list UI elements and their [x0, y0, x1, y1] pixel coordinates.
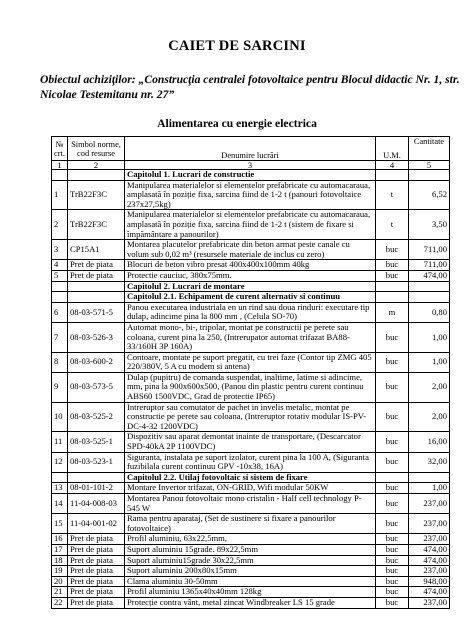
unit-of-measure: buc [376, 402, 409, 432]
table-row [52, 483, 450, 494]
unit-of-measure: buc [376, 432, 409, 452]
quantity: 948,00 [409, 576, 450, 587]
resource-code: Pret de piata [68, 270, 125, 281]
quantity: 1,00 [409, 322, 450, 352]
chapter-row [52, 292, 450, 303]
row-number: 22 [52, 597, 68, 608]
quantity: 237,00 [409, 566, 450, 577]
row-number: 8 [52, 352, 68, 372]
procurement-objective: Obiectul achiziţilor: „Construcţia centralei fotovoltaice pentru Blocul didactic Nr. 1, str. Nicolae Testemitanu nr. 27” [40, 73, 460, 101]
table-row [52, 566, 450, 577]
column-number-row [52, 161, 450, 170]
quantity: 711,00 [409, 260, 450, 271]
row-number: 15 [52, 514, 68, 534]
work-description: Siguranta, instalata pe suport izolator, curent pina la 100 A, (Siguranta fuzibilala curent continuu GPV -10x38, 16A) [125, 452, 376, 472]
row-number: 11 [52, 432, 68, 452]
row-number: 10 [52, 402, 68, 432]
quantity: 6,52 [409, 180, 450, 210]
table-row [52, 322, 450, 352]
work-description: Automat mono-, bi-, tripolar, montat pe constructii pe perete sau coloana, curent pina la 250, (Intrerupator automat trifazat BA88-33/160H 3P 160A) [125, 322, 376, 352]
work-description: Clama aluminiu 30-50mm [125, 576, 376, 587]
work-description: Manipularea materialelor si elementelor prefabricate cu automacaraua, amplasată în poziție fixa, sarcina fiind de 1-2 t (panouri fotovoltaice 237x27,5kg) [125, 180, 376, 210]
unit-of-measure [376, 170, 409, 181]
chapter-row [52, 281, 450, 292]
work-description: Contoare, montate pe suport pregatit, cu trei faze (Contor tip ZMG 405 220/380V, 5 A cu modem si antena) [125, 352, 376, 372]
table-row [52, 210, 450, 240]
table-body [52, 170, 450, 609]
unit-of-measure: buc [376, 566, 409, 577]
table-header-row [52, 137, 450, 161]
quantity: 1,00 [409, 483, 450, 494]
work-description: Profil aluminiu, 63x22,5mm, [125, 534, 376, 545]
work-description: Dulap (pupitru) de comanda suspendat, inaltime, latime si adincime, mm, pina la 900x600x500, (Panou din plastic pentru curent continuu ABS60 1500VDC, Grad de protectie IP65) [125, 372, 376, 402]
unit-of-measure: buc [376, 544, 409, 555]
row-number [52, 281, 68, 292]
header-description: Denumire lucrări [125, 137, 376, 161]
row-number [52, 292, 68, 303]
work-description: Manipularea materialelor si elementelor prefabricate cu automacaraua, amplasată în poziție fixa, sarcina fiind de 1-2 t (sistem de fixare si împământare a panourilor) [125, 210, 376, 240]
row-number [52, 170, 68, 181]
unit-of-measure: buc [376, 587, 409, 598]
resource-code: Pret de piata [68, 260, 125, 271]
work-description: Profil aluminiu 1365x40x40mm 128kg [125, 587, 376, 598]
unit-of-measure: buc [376, 452, 409, 472]
table-row [52, 240, 450, 260]
table-row [52, 260, 450, 271]
resource-code [68, 292, 125, 303]
table-row [52, 534, 450, 545]
quantity: 474,00 [409, 587, 450, 598]
unit-of-measure: buc [376, 597, 409, 608]
work-description: Protecție contra vânt, metal zincat Windbreaker LS 15 grade [125, 597, 376, 608]
unit-of-measure: buc [376, 372, 409, 402]
row-number: 6 [52, 302, 68, 322]
row-number: 19 [52, 566, 68, 577]
work-description: Capitolul 2.1. Echipament de curent alternativ si continuu [125, 292, 376, 303]
quantity: 16,00 [409, 432, 450, 452]
resource-code: 08-03-526-3 [68, 322, 125, 352]
row-number: 13 [52, 483, 68, 494]
quantity: 474,00 [409, 270, 450, 281]
work-description: Rama pentru aparataj, (Set de sustinere si fixare a panourilor fotovoltaice) [125, 514, 376, 534]
row-number: 18 [52, 555, 68, 566]
work-description: Suport aluminiu 15grade. 89x22,5mm [125, 544, 376, 555]
table-row [52, 372, 450, 402]
column-number: 4 [376, 161, 409, 170]
work-description: Protectie cauciuc, 380x75mm. [125, 270, 376, 281]
table-row [52, 555, 450, 566]
unit-of-measure: buc [376, 534, 409, 545]
column-number: 1 [52, 161, 68, 170]
quantity: 237,00 [409, 534, 450, 545]
work-description: Suport aluminiu 200x80x15mm [125, 566, 376, 577]
resource-code [68, 281, 125, 292]
chapter-row [52, 170, 450, 181]
unit-of-measure: buc [376, 576, 409, 587]
header-quantity: Cantitate [409, 137, 450, 161]
resource-code: TrB22F3C [68, 180, 125, 210]
unit-of-measure: buc [376, 270, 409, 281]
row-number: 7 [52, 322, 68, 352]
resource-code: 08-03-523-1 [68, 452, 125, 472]
row-number: 12 [52, 452, 68, 472]
work-description: Capitolul 2.2. Utilaj fotovoltaic si sistem de fixare [125, 472, 376, 483]
resource-code: 08-01-101-2 [68, 483, 125, 494]
resource-code: Pret de piata [68, 576, 125, 587]
row-number: 17 [52, 544, 68, 555]
quantity: 2,00 [409, 372, 450, 402]
resource-code: Pret de piata [68, 566, 125, 577]
row-number: 2 [52, 210, 68, 240]
resource-code: 11-04-008-03 [68, 494, 125, 514]
unit-of-measure: buc [376, 240, 409, 260]
table-row [52, 576, 450, 587]
resource-code [68, 170, 125, 181]
unit-of-measure: buc [376, 514, 409, 534]
header-code: Simbol norme, cod resurse [68, 137, 125, 161]
table-row [52, 432, 450, 452]
row-number: 5 [52, 270, 68, 281]
resource-code: 08-03-525-1 [68, 432, 125, 452]
table-row [52, 587, 450, 598]
column-number: 5 [409, 161, 450, 170]
resource-code: Pret de piata [68, 597, 125, 608]
row-number: 4 [52, 260, 68, 271]
quantity: 711,00 [409, 240, 450, 260]
row-number: 1 [52, 180, 68, 210]
work-description: Capitolul 2. Lucrari de montare [125, 281, 376, 292]
unit-of-measure [376, 472, 409, 483]
quantity: 474,00 [409, 544, 450, 555]
unit-of-measure: buc [376, 494, 409, 514]
quantity: 237,00 [409, 514, 450, 534]
resource-code: 11-04-001-02 [68, 514, 125, 534]
work-description: Intreruptor sau comutator de pachet in invelis metalic, montat pe constructie pe perete sau coloana, (Intreruptor rotativ modular IS-PV-DC-4-32 1200VDC) [125, 402, 376, 432]
quantity [409, 281, 450, 292]
quantity: 0,80 [409, 302, 450, 322]
quantity: 474,00 [409, 555, 450, 566]
quantity: 32,00 [409, 452, 450, 472]
row-number [52, 472, 68, 483]
table-row [52, 514, 450, 534]
row-number: 14 [52, 494, 68, 514]
resource-code: Pret de piata [68, 587, 125, 598]
column-number: 3 [125, 161, 376, 170]
header-unit: U.M. [376, 137, 409, 161]
column-number: 2 [68, 161, 125, 170]
unit-of-measure: buc [376, 352, 409, 372]
resource-code: CP15A1 [68, 240, 125, 260]
resource-code: 08-03-571-5 [68, 302, 125, 322]
unit-of-measure [376, 292, 409, 303]
table-row [52, 180, 450, 210]
work-description: Panou executarea industriala en un rind sau doua rinduri: executare tip dulap, adincime pina la 800 mm , (Celula SO-70) [125, 302, 376, 322]
work-description: Dispozitiv sau aparat demontat inainte de transportare, (Descarcator SPD-40kA 2P 1100VDC) [125, 432, 376, 452]
quantity [409, 170, 450, 181]
table-row [52, 597, 450, 608]
row-number: 20 [52, 576, 68, 587]
quantity: 237,00 [409, 597, 450, 608]
row-number: 9 [52, 372, 68, 402]
unit-of-measure: t [376, 210, 409, 240]
resource-code: Pret de piata [68, 534, 125, 545]
row-number: 16 [52, 534, 68, 545]
specifications-table [51, 136, 450, 609]
quantity: 3,50 [409, 210, 450, 240]
document-title: CAIET DE SARCINI [168, 38, 306, 54]
work-description: Montarea Panou fotovoltaic mono cristalin - Half cell technology P-545 W [125, 494, 376, 514]
unit-of-measure [376, 281, 409, 292]
unit-of-measure: buc [376, 483, 409, 494]
section-title: Alimentarea cu energie electrica [157, 117, 317, 130]
quantity: 237,00 [409, 494, 450, 514]
resource-code: 08-03-525-2 [68, 402, 125, 432]
unit-of-measure: m [376, 302, 409, 322]
quantity: 1,00 [409, 352, 450, 372]
row-number: 3 [52, 240, 68, 260]
quantity: 2,00 [409, 402, 450, 432]
unit-of-measure: t [376, 180, 409, 210]
table-row [52, 494, 450, 514]
resource-code: Pret de piata [68, 555, 125, 566]
work-description: Blocuri de beton vibro presat 400x400x100mm 40kg [125, 260, 376, 271]
resource-code [68, 472, 125, 483]
table-row [52, 544, 450, 555]
unit-of-measure: buc [376, 260, 409, 271]
resource-code: 08-03-573-5 [68, 372, 125, 402]
row-number: 21 [52, 587, 68, 598]
unit-of-measure: buc [376, 555, 409, 566]
table-row [52, 402, 450, 432]
header-nr: № crt. [52, 137, 68, 161]
work-description: Montarea placutelor prefabricate din beton armat peste canale cu volum sub 0,02 m³ (resursele materiale de inclus cu zero) [125, 240, 376, 260]
table-row [52, 270, 450, 281]
work-description: Capitolul 1. Lucrari de constructie [125, 170, 376, 181]
unit-of-measure: buc [376, 322, 409, 352]
resource-code: 08-03-600-2 [68, 352, 125, 372]
work-description: Montare Invertor trifazat, ON-GRID, Wifi modular 50KW [125, 483, 376, 494]
table-row [52, 302, 450, 322]
table-row [52, 352, 450, 372]
work-description: Suport aluminiu15grade 30x22,5mm [125, 555, 376, 566]
quantity [409, 292, 450, 303]
quantity [409, 472, 450, 483]
table-row [52, 452, 450, 472]
resource-code: TrB22F3C [68, 210, 125, 240]
chapter-row [52, 472, 450, 483]
resource-code: Pret de piata [68, 544, 125, 555]
